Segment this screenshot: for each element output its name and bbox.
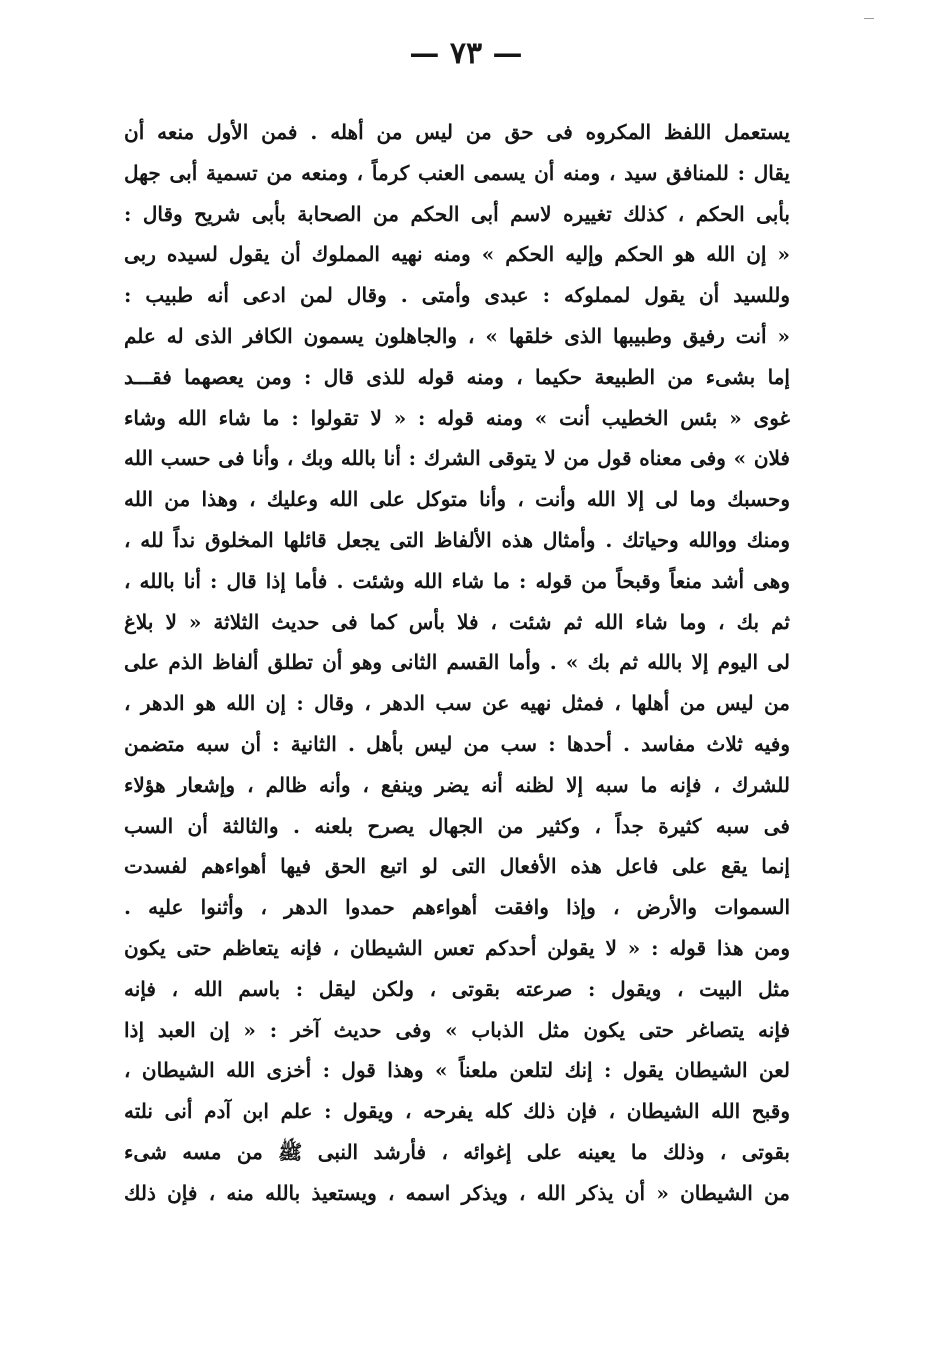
text-line: وفيه ثلاث مفاسد . أحدها : سب من ليس بأهل . الثانية : أن سبه متضمن (124, 731, 790, 756)
text-line: لعن الشيطان يقول : إنك لتلعن ملعناً » وهذا قول : أخزى الله الشيطان ، (124, 1058, 790, 1083)
text-line: ومنك ووالله وحياتك . وأمثال هذه الألفاظ التى يجعل قائلها المخلوق نداً لله ، (124, 527, 790, 552)
text-line: إما بشىء من الطبيعة حكيما ، ومنه قوله للذى قال : ومن يعصهما فقـــد (124, 364, 790, 389)
text-line: من الشيطان « أن يذكر الله ، ويذكر اسمه ، ويستعيذ بالله منه ، فإن ذلك (124, 1180, 790, 1205)
text-line: وهى أشد منعاً وقبحاً من قوله : ما شاء الله وشئت . فأما إذا قال : أنا بالله ، (124, 568, 790, 593)
text-line: وحسبك وما لى إلا الله وأنت ، وأنا متوكل على الله وعليك ، وهذا من الله (124, 487, 790, 512)
text-line: فى سبه كثيرة جداً ، وكثير من الجهال يصرح بلعنه . والثالثة أن السب (124, 813, 790, 838)
text-line: مثل البيت ، ويقول : صرعته بقوتى ، ولكن ليقل : باسم الله ، فإنه (124, 976, 790, 1001)
body-text (124, 112, 790, 1214)
text-line: « أنت رفيق وطبيبها الذى خلقها » ، والجاهلون يسمون الكافر الذى له علم (124, 323, 790, 348)
text-line: السموات والأرض ، وإذا وافقت أهواءهم حمدوا الدهر ، وأثنوا عليه . (124, 895, 790, 920)
text-line: « إن الله هو الحكم وإليه الحكم » ومنه نهيه المملوك أن يقول لسيده ربى (124, 242, 790, 267)
text-line: للشرك ، فإنه ما سبه إلا لظنه أنه يضر وينفع ، وأنه ظالم ، وإشعار هؤلاء (124, 772, 790, 797)
text-line: ثم بك ، وما شاء الله ثم شئت ، فلا بأس كما فى حديث الثلاثة « لا بلاغ (124, 609, 790, 634)
text-line: فلان » وفى معناه قول من لا يتوقى الشرك : أنا بالله وبك ، وأنا فى حسب الله (124, 446, 790, 471)
text-line: إنما يقع على فاعل هذه الأفعال التى لو اتبع الحق فيها أهواءهم لفسدت (124, 854, 790, 879)
text-line: من ليس من أهلها ، فمثل نهيه عن سب الدهر ، وقال : إن الله هو الدهر ، (124, 691, 790, 716)
text-line: ومن هذا قوله : « لا يقولن أحدكم تعس الشيطان ، فإنه يتعاظم حتى يكون (124, 935, 790, 960)
page-number: — ٧٣ — (409, 36, 523, 71)
text-line: يقال : للمنافق سيد ، ومنه أن يسمى العنب كرماً ، ومنعه من تسمية أبى جهل (124, 160, 790, 185)
text-line: يستعمل اللفظ المكروه فى حق من ليس من أهله . فمن الأول منعه أن (124, 120, 790, 144)
text-line: لى اليوم إلا بالله ثم بك » . وأما القسم الثانى وهو أن تطلق ألفاظ الذم على (124, 650, 790, 675)
margin-mark (864, 18, 874, 19)
text-line: وللسيد أن يقول لمملوكه : عبدى وأمتى . وقال لمن ادعى أنه طبيب : (124, 283, 790, 308)
text-line: غوى « بئس الخطيب أنت » ومنه قوله : « لا تقولوا : ما شاء الله وشاء (124, 405, 790, 430)
text-line: وقبح الله الشيطان ، فإن ذلك كله يفرحه ، ويقول : علم ابن آدم أنى نلته (124, 1099, 790, 1124)
text-line: بأبى الحكم ، كذلك تغييره لاسم أبى الحكم من الصحابة بأبى شريح وقال : (124, 201, 790, 226)
text-line: فإنه يتصاغر حتى يكون مثل الذباب » وفى حديث آخر : « إن العبد إذا (124, 1017, 790, 1042)
text-line: بقوتى ، وذلك ما يعينه على إغوائه ، فأرشد النبى ﷺ من مسه شىء (124, 1139, 790, 1164)
